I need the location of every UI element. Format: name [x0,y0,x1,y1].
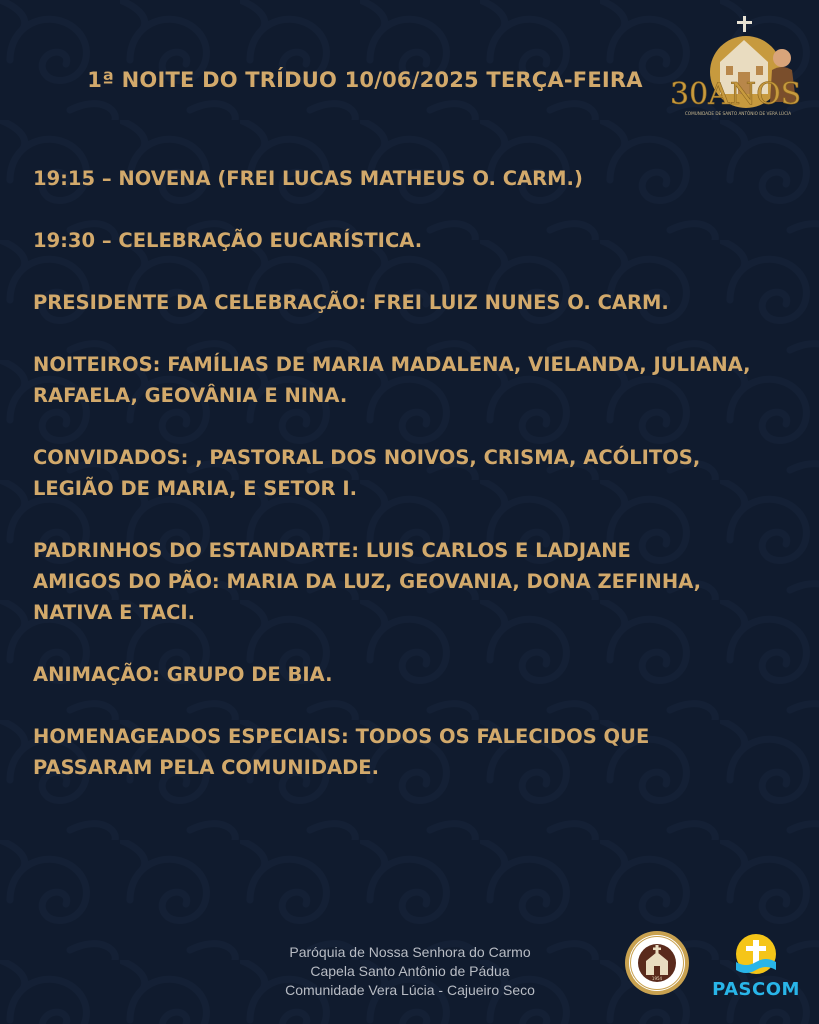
schedule-block [33,721,803,783]
footer-line-community: Comunidade Vera Lúcia - Cajueiro Seco [285,982,535,998]
page-title: 1ª NOITE DO TRÍDUO 10/06/2025 TERÇA-FEIRA [87,68,643,92]
footer-text [250,943,570,1000]
schedule-block [33,442,803,504]
schedule-line: RAFAELA, GEOVÂNIA E NINA. [33,384,348,407]
schedule-line: AMIGOS DO PÃO: MARIA DA LUZ, GEOVANIA, DONA ZEFINHA, [33,570,702,593]
schedule-line: CONVIDADOS: , PASTORAL DOS NOIVOS, CRISMA, ACÓLITOS, [33,446,701,469]
schedule-line: PASSARAM PELA COMUNIDADE. [33,756,380,779]
logo-subtext: COMUNIDADE DE SANTO ANTÔNIO DE VERA LÚCIA [684,111,792,116]
schedule-line: NOITEIROS: FAMÍLIAS DE MARIA MADALENA, VIELANDA, JULIANA, [33,353,751,376]
schedule-block [33,287,803,318]
schedule-line: ANIMAÇÃO: GRUPO DE BIA. [33,663,333,686]
schedule-block [33,659,803,690]
pascom-label: PASCOM [712,979,800,1000]
seal-year: 1954 [651,976,663,981]
schedule-line: 19:30 – CELEBRAÇÃO EUCARÍSTICA. [33,229,423,252]
logo-30-anos-text: 30ANOS [670,77,802,112]
schedule-block [33,163,803,194]
schedule-line: HOMENAGEADOS ESPECIAIS: TODOS OS FALECIDOS QUE [33,725,650,748]
schedule-line: NATIVA E TACI. [33,601,196,624]
schedule-line: PADRINHOS DO ESTANDARTE: LUIS CARLOS E LADJANE [33,539,631,562]
30-anos-logo [668,14,808,119]
schedule-block [33,225,803,256]
parish-seal-icon [624,930,690,996]
footer-line-chapel: Capela Santo Antônio de Pádua [310,963,510,979]
schedule-content [33,163,803,814]
footer-line-parish: Paróquia de Nossa Senhora do Carmo [289,944,531,960]
schedule-line: 19:15 – NOVENA (FREI LUCAS MATHEUS O. CARM.) [33,167,583,190]
schedule-block [33,349,803,411]
schedule-line: PRESIDENTE DA CELEBRAÇÃO: FREI LUIZ NUNES O. CARM. [33,291,669,314]
schedule-line: LEGIÃO DE MARIA, E SETOR I. [33,477,357,500]
schedule-block [33,535,803,628]
